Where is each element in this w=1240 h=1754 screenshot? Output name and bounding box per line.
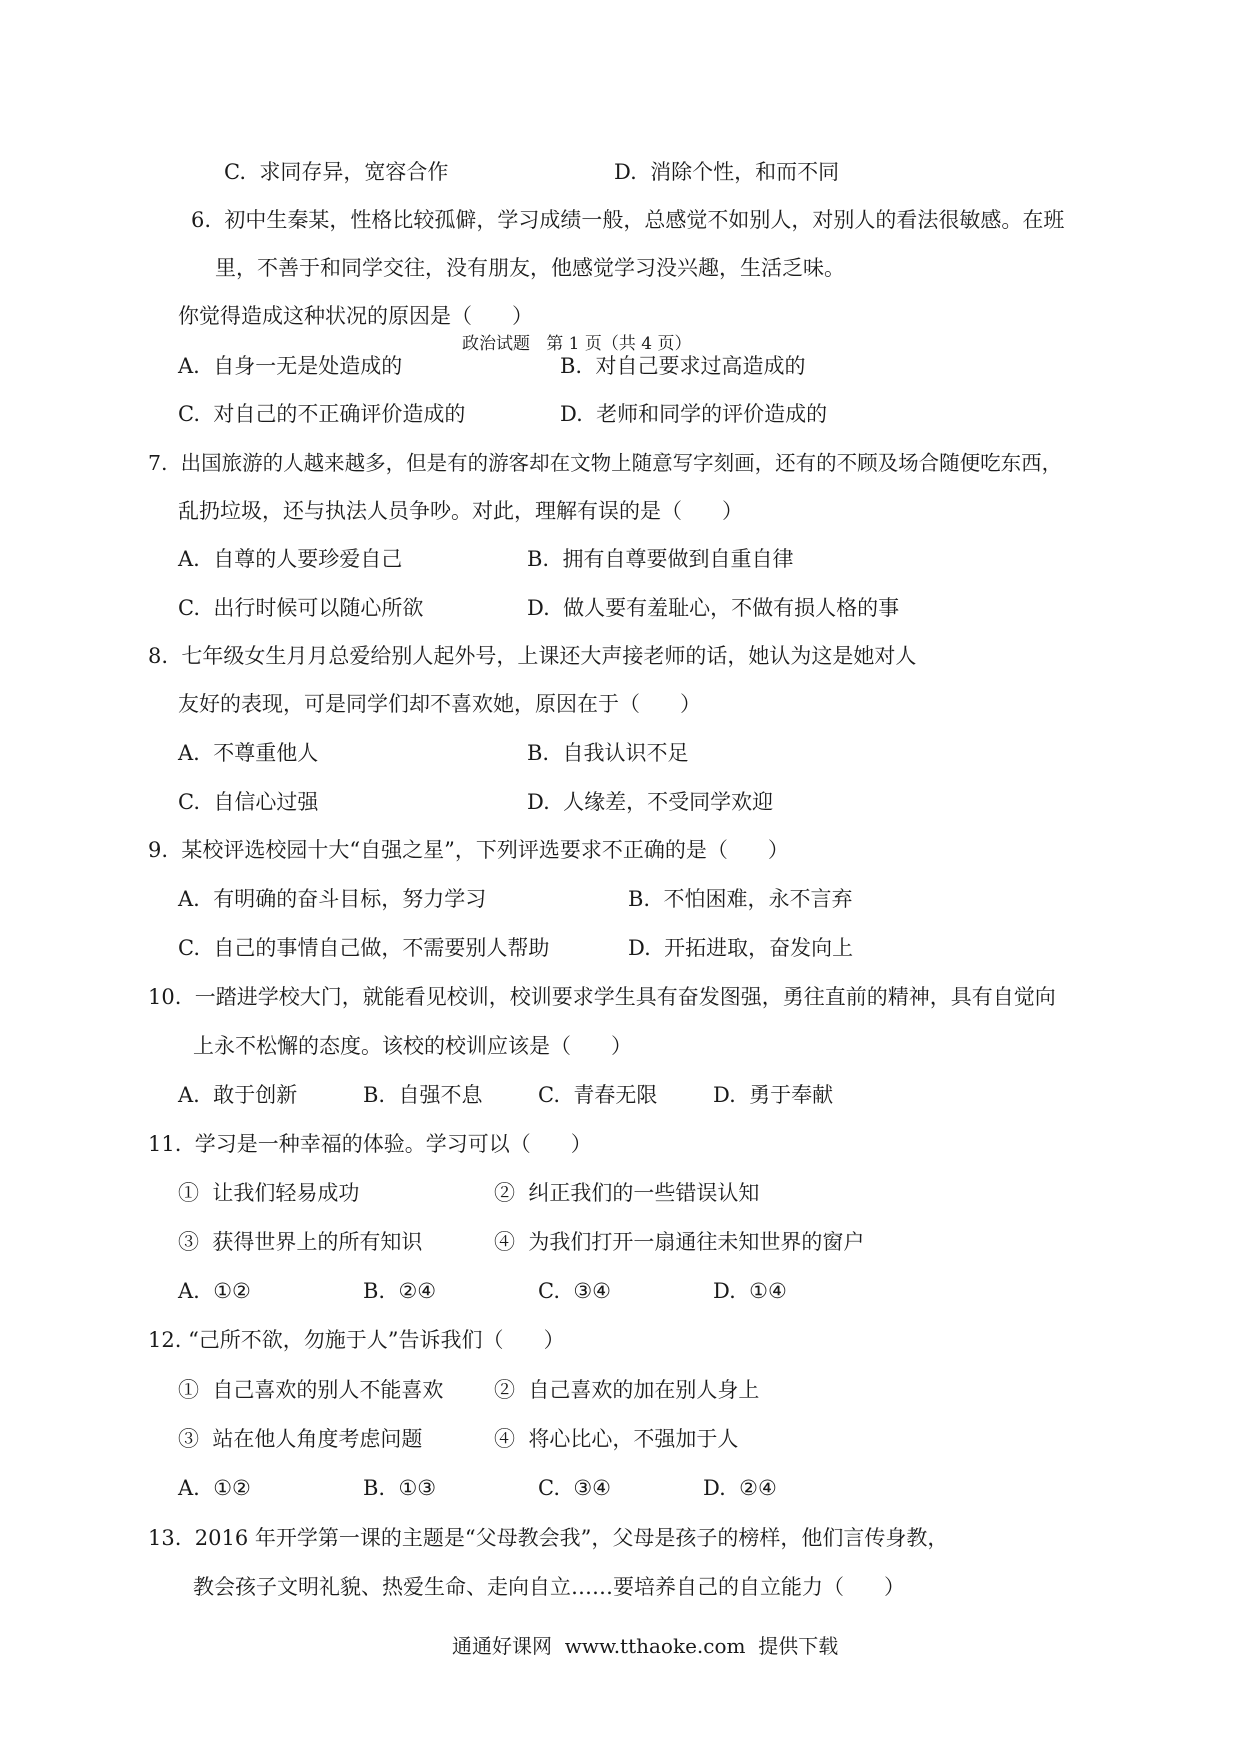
q12-item-4: ④ 将心比心，不强加于人: [494, 1427, 739, 1451]
q10-option-a: A. 敢于创新: [178, 1083, 298, 1107]
q11-item-3: ③ 获得世界上的所有知识: [178, 1230, 423, 1254]
q7-option-d: D. 做人要有羞耻心，不做有损人格的事: [527, 596, 900, 620]
q9-option-c: C. 自己的事情自己做，不需要别人帮助: [178, 936, 550, 960]
q9-option-b: B. 不怕困难，永不言弃: [628, 887, 853, 911]
q8-stem-line-2: 友好的表现，可是同学们却不喜欢她，原因在于（ ）: [178, 692, 702, 716]
q11-option-a: A. ①②: [178, 1279, 251, 1303]
q12-item-2: ② 自己喜欢的加在别人身上: [494, 1378, 760, 1402]
q11-option-c: C. ③④: [538, 1279, 611, 1303]
q12-option-d: D. ②④: [703, 1476, 777, 1500]
page-header: 政治试题 第 1 页（共 4 页）: [462, 334, 692, 354]
q8-option-c: C. 自信心过强: [178, 790, 319, 814]
q8-option-b: B. 自我认识不足: [527, 741, 689, 765]
q12-option-c: C. ③④: [538, 1476, 611, 1500]
q11-option-b: B. ②④: [363, 1279, 437, 1303]
q7-option-c: C. 出行时候可以随心所欲: [178, 596, 424, 620]
q11-item-4: ④ 为我们打开一扇通往未知世界的窗户: [494, 1230, 865, 1254]
q11-stem-line-1: 11. 学习是一种幸福的体验。学习可以（ ）: [148, 1132, 592, 1156]
q9-option-d: D. 开拓进取，奋发向上: [628, 936, 854, 960]
q6-option-b: B. 对自己要求过高造成的: [560, 354, 806, 378]
q11-option-d: D. ①④: [713, 1279, 787, 1303]
q8-option-a: A. 不尊重他人: [178, 741, 319, 765]
q7-stem-line-1: 7. 出国旅游的人越来越多，但是有的游客却在文物上随意写字刻画，还有的不顾及场合随便吃东西，: [148, 451, 1063, 475]
q10-stem-line-1: 10. 一踏进学校大门，就能看见校训，校训要求学生具有奋发图强，勇往直前的精神，具有自觉向: [148, 985, 1056, 1009]
q10-option-c: C. 青春无限: [538, 1083, 658, 1107]
q11-item-2: ② 纠正我们的一些错误认知: [494, 1181, 760, 1205]
q13-stem-line-1: 13. 2016 年开学第一课的主题是“父母教会我”，父母是孩子的榜样，他们言传身教，: [148, 1526, 949, 1550]
page-footer: 通通好课网 www.tthaoke.com 提供下载: [452, 1634, 839, 1658]
q10-option-d: D. 勇于奉献: [713, 1083, 834, 1107]
q6-option-a: A. 自身一无是处造成的: [178, 354, 403, 378]
q12-stem-line-1: 12. “己所不欲，勿施于人”告诉我们（ ）: [148, 1328, 565, 1352]
q7-option-b: B. 拥有自尊要做到自重自律: [527, 547, 794, 571]
q9-stem-line-1: 9. 某校评选校园十大“自强之星”，下列评选要求不正确的是（ ）: [148, 838, 789, 862]
q12-option-b: B. ①③: [363, 1476, 437, 1500]
q6-stem-line-3: 你觉得造成这种状况的原因是（ ）: [178, 304, 534, 328]
q7-option-a: A. 自尊的人要珍爱自己: [178, 547, 403, 571]
q12-item-1: ① 自己喜欢的别人不能喜欢: [178, 1378, 444, 1402]
q5-option-c: C. 求同存异，宽容合作: [224, 160, 449, 184]
q9-option-a: A. 有明确的奋斗目标，努力学习: [178, 887, 487, 911]
q10-stem-line-2: 上永不松懈的态度。该校的校训应该是（ ）: [193, 1034, 633, 1058]
q6-option-c: C. 对自己的不正确评价造成的: [178, 402, 466, 426]
q6-option-d: D. 老师和同学的评价造成的: [560, 402, 828, 426]
q6-stem-line-2: 里，不善于和同学交往，没有朋友，他感觉学习没兴趣，生活乏味。: [215, 256, 845, 280]
q6-stem-line-1: 6. 初中生秦某，性格比较孤僻，学习成绩一般，总感觉不如别人，对别人的看法很敏感。在班: [191, 208, 1065, 232]
q8-option-d: D. 人缘差，不受同学欢迎: [527, 790, 774, 814]
q12-option-a: A. ①②: [178, 1476, 251, 1500]
q5-option-d: D. 消除个性，和而不同: [614, 160, 840, 184]
q7-stem-line-2: 乱扔垃圾，还与执法人员争吵。对此，理解有误的是（ ）: [178, 499, 744, 523]
q11-item-1: ① 让我们轻易成功: [178, 1181, 360, 1205]
q10-option-b: B. 自强不息: [363, 1083, 483, 1107]
q13-stem-line-2: 教会孩子文明礼貌、热爱生命、走向自立……要培养自己的自立能力（ ）: [193, 1575, 906, 1599]
q8-stem-line-1: 8. 七年级女生月月总爱给别人起外号，上课还大声接老师的话，她认为这是她对人: [148, 644, 917, 668]
q12-item-3: ③ 站在他人角度考虑问题: [178, 1427, 423, 1451]
